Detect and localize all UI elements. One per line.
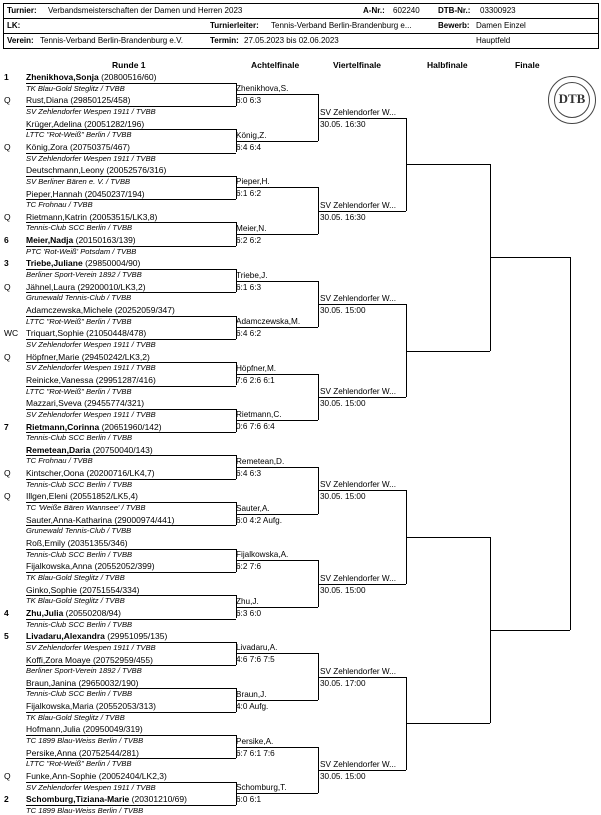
player-club: TC Frohnau / TVBB <box>26 200 93 210</box>
r2-winner-name: Zhenikhova,S. <box>236 84 289 94</box>
player-id: (20752544/281) <box>76 747 139 758</box>
player-id: (20551852/LK5,4) <box>67 491 139 502</box>
seed-label: 4 <box>4 607 9 618</box>
header-row-1 <box>4 4 598 19</box>
player-id: (29951095/135) <box>104 631 168 642</box>
player-club: SV Zehlendorfer Wespen 1911 / TVBB <box>26 339 156 349</box>
tournament-header <box>3 3 599 49</box>
player-name: Livadaru,Alexandra <box>26 631 105 642</box>
bracket-line <box>26 642 236 643</box>
player-entry <box>26 794 187 804</box>
player-entry <box>26 352 150 362</box>
player-name: Remetean,Daria <box>26 444 91 455</box>
player-club: LTTC "Rot-Weiß" Berlin / TVBB <box>26 130 132 140</box>
bracket-line <box>26 269 236 270</box>
seed-label: Q <box>4 468 11 479</box>
bracket-line <box>236 793 318 794</box>
r3-entry-time: 30.05. 17:00 <box>320 678 366 688</box>
bewerb-value: Damen Einzel <box>476 21 526 30</box>
player-club: TK Blau-Gold Steglitz / TVBB <box>26 596 125 606</box>
player-id: (21050448/478) <box>83 328 147 339</box>
bracket-line <box>26 129 236 130</box>
bracket-line <box>236 281 318 282</box>
player-id: (20750040/143) <box>90 444 153 455</box>
seed-label: Q <box>4 95 11 106</box>
r3-entry-time: 30.05. 15:00 <box>320 585 366 595</box>
bracket-line <box>26 222 236 223</box>
player-club: Grunewald Tennis-Club / TVBB <box>26 526 132 536</box>
player-club: TC 1899 Blau-Weiss Berlin / TVBB <box>26 805 144 815</box>
player-name: Reinicke,Vanessa <box>26 374 94 385</box>
player-name: Braun,Janina <box>26 677 77 688</box>
player-name: Hofmann,Julia <box>26 724 81 735</box>
r3-entry-name: SV Zehlendorfer W... <box>320 480 396 490</box>
player-name: Triebe,Juliane <box>26 258 83 269</box>
seed-label: Q <box>4 141 11 152</box>
player-club: LTTC "Rot-Weiß" Berlin / TVBB <box>26 759 132 769</box>
bracket-line <box>26 525 236 526</box>
r2-score: 6:4 6:3 <box>236 469 262 479</box>
bracket-line <box>26 758 236 759</box>
player-club: LTTC "Rot-Weiß" Berlin / TVBB <box>26 316 132 326</box>
player-entry <box>26 398 144 408</box>
seed-label: 7 <box>4 421 9 432</box>
r2-score: 6:1 6:2 <box>236 189 262 199</box>
bracket-line <box>406 164 490 165</box>
player-club: SV Zehlendorfer Wespen 1911 / TVBB <box>26 153 156 163</box>
seed-label: Q <box>4 211 11 222</box>
bracket-line <box>236 374 318 375</box>
seed-label: Q <box>4 491 11 502</box>
bracket-line <box>236 327 318 328</box>
r3-entry-time: 30.05. 15:00 <box>320 492 366 502</box>
player-entry <box>26 538 128 548</box>
anr-label: A-Nr.: <box>363 6 385 15</box>
r2-winner-name: Triebe,J. <box>236 270 268 280</box>
r3-entry-name: SV Zehlendorfer W... <box>320 293 396 303</box>
bracket-line <box>318 304 406 305</box>
player-club: SV Zehlendorfer Wespen 1911 / TVBB <box>26 642 156 652</box>
bracket-line <box>26 83 236 84</box>
player-id: (20750375/467) <box>67 141 130 152</box>
r3-entry-name: SV Zehlendorfer W... <box>320 666 396 676</box>
player-club: Berliner Sport-Verein 1892 / TVBB <box>26 270 142 279</box>
bracket-line <box>318 770 406 771</box>
bracket-line <box>236 94 318 95</box>
player-name: Schomburg,Tiziana-Marie <box>26 794 130 805</box>
bracket-line <box>406 537 490 538</box>
player-id: (20751554/334) <box>77 584 140 595</box>
player-id: (20552053/313) <box>93 701 156 712</box>
column-r1: Runde 1 <box>112 60 146 70</box>
seed-label: Q <box>4 281 11 292</box>
player-name: Höpfner,Marie <box>26 351 80 362</box>
player-id: (20950049/319) <box>80 724 143 735</box>
player-club: SV Zehlendorfer Wespen 1911 / TVBB <box>26 782 156 792</box>
player-name: Adamczewska,Michele <box>26 305 113 315</box>
bracket-line <box>26 455 236 456</box>
player-entry <box>26 631 167 641</box>
player-name: Fijalkowska,Anna <box>26 561 93 572</box>
player-club: Tennis-Club SCC Berlin / TVBB <box>26 619 133 629</box>
r3-entry-name: SV Zehlendorfer W... <box>320 573 396 583</box>
player-entry <box>26 328 146 338</box>
r2-score: 6:2 7:6 <box>236 562 262 572</box>
player-club: TC 1899 Blau-Weiss Berlin / TVBB <box>26 736 144 745</box>
seed-label: 3 <box>4 258 9 269</box>
bracket-line <box>26 665 236 666</box>
bracket-line <box>26 688 236 689</box>
player-club: TK Blau-Gold Steglitz / TVBB <box>26 83 125 93</box>
player-club: SV Zehlendorfer Wespen 1911 / TVBB <box>26 106 156 116</box>
seed-label: 6 <box>4 235 9 246</box>
bracket-line <box>26 712 236 713</box>
player-entry <box>26 235 136 245</box>
player-id: (20752959/455) <box>90 654 153 665</box>
bewerb-label: Bewerb: <box>438 21 470 30</box>
player-name: Illgen,Eleni <box>26 491 68 502</box>
termin-value: 27.05.2023 bis 02.06.2023 <box>244 36 339 45</box>
bracket-line <box>26 572 236 573</box>
player-club: Grunewald Tennis-Club / TVBB <box>26 293 132 303</box>
player-club: TK Blau-Gold Steglitz / TVBB <box>26 712 125 722</box>
player-name: Krüger,Adelina <box>26 118 82 129</box>
r3-entry-time: 30.05. 16:30 <box>320 212 366 222</box>
r2-score: 6:3 6:0 <box>236 608 262 618</box>
r2-winner-name: Zhu,J. <box>236 596 259 606</box>
player-id: (20800516/60) <box>98 72 157 82</box>
player-club: TC 'Weiße Bären Wannsee' / TVBB <box>26 503 146 512</box>
player-id: (29951287/416) <box>93 374 156 385</box>
seed-label: WC <box>4 328 19 339</box>
r3-entry-time: 30.05. 15:00 <box>320 305 366 315</box>
player-name: Jähnel,Laura <box>26 281 76 292</box>
player-id: (29200010/LK3,2) <box>75 281 146 292</box>
bracket-line <box>26 619 236 620</box>
player-entry <box>26 142 130 152</box>
player-id: (20052404/LK2,3) <box>96 771 167 781</box>
bracket-line <box>318 677 406 678</box>
player-club: LTTC "Rot-Weiß" Berlin / TVBB <box>26 386 132 396</box>
player-name: Persike,Anna <box>26 747 77 758</box>
player-name: Zhu,Julia <box>26 607 64 618</box>
bracket-line <box>236 234 318 235</box>
bracket-line <box>236 420 318 421</box>
verein-value: Tennis-Verband Berlin-Brandenburg e.V. <box>40 36 183 45</box>
column-r5: Finale <box>515 60 540 70</box>
dtb-logo <box>548 76 596 124</box>
player-name: König,Zora <box>26 141 68 152</box>
player-entry <box>26 212 157 222</box>
bracket-line <box>236 700 318 701</box>
player-entry <box>26 305 175 315</box>
player-club: TC Frohnau / TVBB <box>26 456 93 466</box>
dtb-value: 03300923 <box>480 6 516 15</box>
bracket-line <box>26 432 236 433</box>
player-name: Koffi,Zora Moaye <box>26 654 91 665</box>
feld-value: Hauptfeld <box>476 36 511 45</box>
r2-score: 6:0 6:1 <box>236 795 262 805</box>
r2-score: 6:7 6:1 7:6 <box>236 748 275 758</box>
bracket-line <box>490 257 570 258</box>
r3-entry-name: SV Zehlendorfer W... <box>320 759 396 769</box>
r2-winner-name: Pieper,H. <box>236 177 270 187</box>
header-row-2 <box>4 19 598 34</box>
bracket-line <box>26 386 236 387</box>
player-entry <box>26 678 138 688</box>
player-entry <box>26 282 146 292</box>
player-entry <box>26 95 130 105</box>
player-entry <box>26 119 144 129</box>
player-id: (20550208/94) <box>63 607 121 618</box>
r2-score: 6:4 6:4 <box>236 142 262 152</box>
player-id: (29850004/90) <box>82 258 141 269</box>
player-name: Triquart,Sophie <box>26 328 84 339</box>
player-entry <box>26 585 139 595</box>
dtb-label: DTB-Nr.: <box>438 6 471 15</box>
r2-winner-name: Remetean,D. <box>236 457 285 467</box>
lk-label: LK: <box>7 21 21 30</box>
player-id: (20150163/139) <box>73 235 136 246</box>
player-name: Zhenikhova,Sonja <box>26 72 99 82</box>
player-entry <box>26 655 153 665</box>
player-name: Ginko,Sophie <box>26 584 78 595</box>
player-name: Rietmann,Corinna <box>26 421 100 432</box>
r2-score: 4:6 7:6 7:5 <box>236 655 275 665</box>
player-id: (20301210/69) <box>129 794 187 805</box>
bracket-line <box>26 782 236 783</box>
bracket-line <box>236 187 318 188</box>
player-id: (29455774/321) <box>81 398 145 409</box>
player-entry <box>26 608 121 618</box>
player-club: Tennis-Club SCC Berlin / TVBB <box>26 223 133 233</box>
player-id: (20200716/LK4,7) <box>84 468 155 479</box>
player-entry <box>26 422 162 432</box>
player-id: (29650032/190) <box>76 677 139 688</box>
bracket-line <box>26 595 236 596</box>
r2-winner-name: Höpfner,M. <box>236 363 277 373</box>
r2-winner-name: Fijalkowska,A. <box>236 550 289 560</box>
turnier-label: Turnier: <box>7 6 37 15</box>
player-name: Roß,Emily <box>26 538 66 548</box>
r2-winner-name: Persike,A. <box>236 736 274 746</box>
r2-score: 7:6 2:6 6:1 <box>236 375 275 385</box>
player-id: (20351355/346) <box>65 538 128 548</box>
bracket-line <box>318 118 406 119</box>
r2-score: 6:4 6:2 <box>236 329 262 339</box>
player-entry <box>26 468 155 478</box>
r3-entry-name: SV Zehlendorfer W... <box>320 387 396 397</box>
player-id: (20450237/194) <box>82 188 145 199</box>
seed-label: 1 <box>4 72 9 82</box>
bracket-line <box>236 467 318 468</box>
player-id: (20552052/399) <box>92 561 155 572</box>
bracket-line <box>318 490 406 491</box>
bracket-line <box>406 351 490 352</box>
bracket-line <box>26 339 236 340</box>
anr-value: 602240 <box>393 6 420 15</box>
bracket-line <box>236 141 318 142</box>
player-name: Deutschmann,Leony <box>26 165 104 176</box>
verein-label: Verein: <box>7 36 34 45</box>
column-r3: Viertelfinale <box>333 60 382 70</box>
r2-winner-name: König,Z. <box>236 130 267 140</box>
bracket-line <box>236 560 318 561</box>
player-name: Pieper,Hannah <box>26 188 83 199</box>
player-club: Berliner Sport-Verein 1892 / TVBB <box>26 666 142 676</box>
bracket-line <box>26 316 236 317</box>
player-entry <box>26 72 156 82</box>
turnierleiter-value: Tennis-Verband Berlin-Brandenburg e... <box>271 21 412 30</box>
turnier-value: Verbandsmeisterschaften der Damen und Herren 2023 <box>48 6 243 15</box>
player-name: Fijalkowska,Maria <box>26 701 94 712</box>
player-club: Tennis-Club SCC Berlin / TVBB <box>26 549 133 559</box>
player-club: SV Zehlendorfer Wespen 1911 / TVBB <box>26 363 156 373</box>
column-r2: Achtelfinale <box>251 60 300 70</box>
player-id: (20051282/196) <box>81 118 145 129</box>
column-r4: Halbfinale <box>427 60 468 70</box>
player-entry <box>26 561 155 571</box>
bracket-line <box>570 257 571 630</box>
player-id: (20252059/347) <box>112 305 175 315</box>
player-id: (29450242/LK3,2) <box>79 351 150 362</box>
player-id: (20053515/LK3,8) <box>86 211 158 222</box>
r3-entry-time: 30.05. 16:30 <box>320 119 366 129</box>
player-entry <box>26 515 174 525</box>
player-entry <box>26 189 145 199</box>
player-entry <box>26 724 143 734</box>
r2-winner-name: Rietmann,C. <box>236 410 282 420</box>
player-entry <box>26 748 139 758</box>
bracket-line <box>26 292 236 293</box>
seed-label: 5 <box>4 631 9 642</box>
player-entry <box>26 445 153 455</box>
player-entry <box>26 491 138 501</box>
bracket-line <box>318 584 406 585</box>
player-name: Rust,Diana <box>26 95 69 106</box>
r3-entry-name: SV Zehlendorfer W... <box>320 200 396 210</box>
player-name: Mazzari,Sveva <box>26 398 82 409</box>
player-entry <box>26 771 167 781</box>
header-row-3 <box>4 34 598 48</box>
r3-entry-name: SV Zehlendorfer W... <box>320 107 396 117</box>
bracket-line <box>26 176 236 177</box>
player-club: SV Berliner Bären e. V. / TVBB <box>26 176 131 186</box>
r2-score: 6:1 6:3 <box>236 282 262 292</box>
r2-winner-name: Sauter,A. <box>236 503 270 513</box>
player-club: TK Blau-Gold Steglitz / TVBB <box>26 572 125 582</box>
seed-label: Q <box>4 771 11 781</box>
bracket-line <box>26 549 236 550</box>
player-entry <box>26 375 156 385</box>
player-club: PTC 'Rot-Weiß' Potsdam / TVBB <box>26 246 137 256</box>
bracket-line <box>26 199 236 200</box>
player-club: Tennis-Club SCC Berlin / TVBB <box>26 433 133 443</box>
player-entry <box>26 701 156 711</box>
bracket-line <box>318 397 406 398</box>
r2-winner-name: Meier,N. <box>236 224 267 234</box>
player-id: (29000974/441) <box>112 514 175 525</box>
r2-winner-name: Livadaru,A. <box>236 643 278 653</box>
bracket-line <box>406 723 490 724</box>
termin-label: Termin: <box>210 36 239 45</box>
r3-entry-time: 30.05. 15:00 <box>320 399 366 409</box>
r2-winner-name: Adamczewska,M. <box>236 317 301 327</box>
r2-winner-name: Braun,J. <box>236 690 267 700</box>
bracket-line <box>26 246 236 247</box>
player-club: Tennis-Club SCC Berlin / TVBB <box>26 479 133 489</box>
bracket-line <box>236 747 318 748</box>
player-entry <box>26 165 166 175</box>
r2-winner-name: Schomburg,T. <box>236 783 287 793</box>
player-name: Kintscher,Oona <box>26 468 85 479</box>
r3-entry-time: 30.05. 15:00 <box>320 771 366 781</box>
bracket-line <box>236 607 318 608</box>
player-name: Rietmann,Katrin <box>26 211 87 222</box>
bracket-line <box>236 514 318 515</box>
bracket-line <box>490 630 570 631</box>
r2-score: 0:6 7:6 6:4 <box>236 422 275 432</box>
bracket-line <box>26 502 236 503</box>
bracket-line <box>26 479 236 480</box>
bracket-line <box>26 106 236 107</box>
player-name: Sauter,Anna-Katharina <box>26 514 113 525</box>
player-club: SV Zehlendorfer Wespen 1911 / TVBB <box>26 409 156 419</box>
r2-score: 6:2 6:2 <box>236 236 262 246</box>
bracket-line <box>26 362 236 363</box>
seed-label: Q <box>4 351 11 362</box>
player-name: Meier,Nadja <box>26 235 74 246</box>
turnierleiter-label: Turnierleiter: <box>210 21 259 30</box>
bracket-line <box>26 409 236 410</box>
bracket-line <box>26 735 236 736</box>
player-entry <box>26 258 140 268</box>
player-id: (29850125/458) <box>68 95 131 106</box>
player-id: (20651960/142) <box>99 421 162 432</box>
player-name: Funke,Ann-Sophie <box>26 771 97 781</box>
r2-score: 6:0 4:2 Aufg. <box>236 515 282 525</box>
seed-label: 2 <box>4 794 9 805</box>
bracket-line <box>318 211 406 212</box>
r2-score: 4:0 Aufg. <box>236 702 269 712</box>
bracket-line <box>26 153 236 154</box>
bracket-line <box>26 805 236 806</box>
player-id: (20052576/316) <box>103 165 167 176</box>
dtb-logo-text: DTB <box>558 91 586 106</box>
player-club: Tennis-Club SCC Berlin / TVBB <box>26 689 133 699</box>
bracket-line <box>236 653 318 654</box>
r2-score: 6:0 6:3 <box>236 96 262 106</box>
